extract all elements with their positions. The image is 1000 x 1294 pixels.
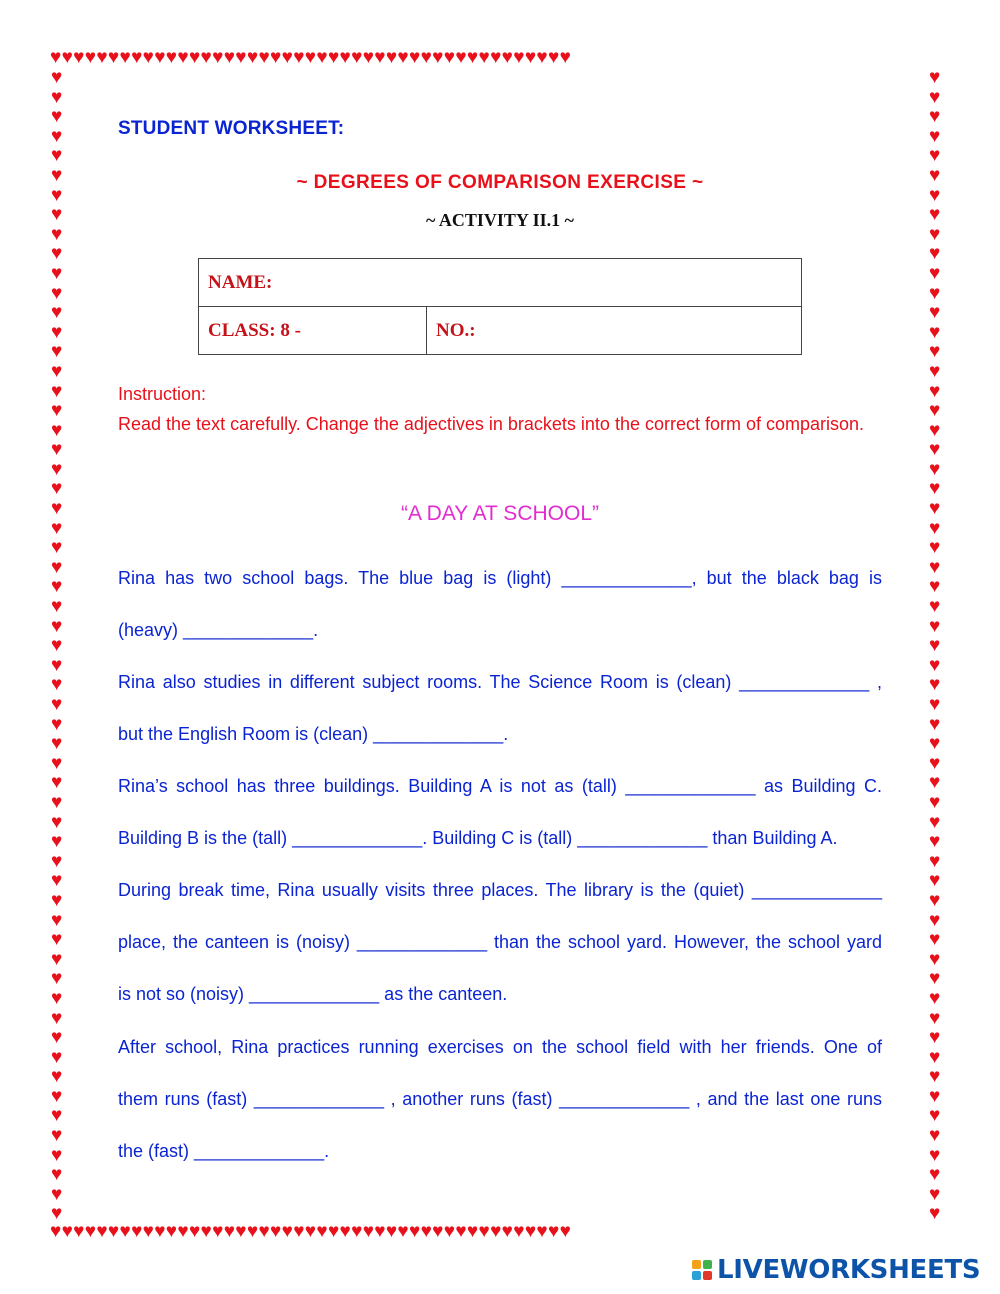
story-line[interactable]: but the English Room is (clean) _____________. bbox=[118, 724, 509, 744]
story-line[interactable]: Rina has two school bags. The blue bag is (light) _____________, but the black bag is bbox=[118, 568, 882, 588]
story-line[interactable]: After school, Rina practices running exercises on the school field with her friends. One of bbox=[118, 1037, 882, 1057]
logo-text: LIVEWORKSHEETS bbox=[717, 1255, 981, 1285]
logo-grid-icon bbox=[692, 1260, 712, 1280]
story-line[interactable]: Rina’s school has three buildings. Building A is not as (tall) _____________ as Building C. bbox=[118, 776, 882, 796]
liveworksheets-logo[interactable] bbox=[692, 1256, 980, 1284]
student-info-table bbox=[198, 258, 802, 355]
story-line[interactable]: the (fast) _____________. bbox=[118, 1141, 330, 1161]
page-title: ~ DEGREES OF COMPARISON EXERCISE ~ bbox=[296, 172, 704, 193]
worksheet-label: STUDENT WORKSHEET: bbox=[118, 118, 345, 139]
heart-border-top: ♥♥♥♥♥♥♥♥♥♥♥♥♥♥♥♥♥♥♥♥♥♥♥♥♥♥♥♥♥♥♥♥♥♥♥♥♥♥♥♥♥♥♥♥♥ bbox=[50, 48, 572, 68]
heart-border-right: ♥ ♥ ♥ ♥ ♥ ♥ ♥ ♥ ♥ ♥ ♥ ♥ ♥ ♥ ♥ ♥ ♥ ♥ ♥ ♥ ♥ ♥ ♥ ♥ ♥ ♥ ♥ ♥ ♥ ♥ ♥ ♥ ♥ ♥ ♥ ♥ ♥ ♥ ♥ ♥ ♥ ♥ ♥ ♥ ♥ ♥ ♥ ♥ ♥ ♥ ♥ ♥ ♥ ♥ ♥ ♥ ♥ ♥ ♥ bbox=[929, 68, 941, 1224]
story-line[interactable]: Rina also studies in different subject rooms. The Science Room is (clean) _____________ , bbox=[118, 672, 882, 692]
story-line[interactable]: them runs (fast) _____________ , another runs (fast) _____________ , and the last one runs bbox=[118, 1089, 882, 1109]
instruction-label: Instruction: bbox=[118, 384, 207, 404]
activity-label: ~ ACTIVITY II.1 ~ bbox=[425, 210, 575, 230]
story-line[interactable]: place, the canteen is (noisy) _____________ than the school yard. However, the school yard bbox=[118, 932, 882, 952]
name-field[interactable]: NAME: bbox=[199, 259, 802, 307]
heart-border-bottom: ♥♥♥♥♥♥♥♥♥♥♥♥♥♥♥♥♥♥♥♥♥♥♥♥♥♥♥♥♥♥♥♥♥♥♥♥♥♥♥♥♥♥♥♥♥ bbox=[50, 1222, 572, 1242]
story-title: “A DAY AT SCHOOL” bbox=[400, 502, 599, 525]
story-line[interactable]: Building B is the (tall) _____________. Building C is (tall) _____________ than Building A. bbox=[118, 828, 838, 848]
instruction-text: Read the text carefully. Change the adjectives in brackets into the correct form of comparison. bbox=[118, 414, 865, 434]
number-field[interactable]: NO.: bbox=[427, 307, 802, 355]
heart-border-left: ♥ ♥ ♥ ♥ ♥ ♥ ♥ ♥ ♥ ♥ ♥ ♥ ♥ ♥ ♥ ♥ ♥ ♥ ♥ ♥ ♥ ♥ ♥ ♥ ♥ ♥ ♥ ♥ ♥ ♥ ♥ ♥ ♥ ♥ ♥ ♥ ♥ ♥ ♥ ♥ ♥ ♥ ♥ ♥ ♥ ♥ ♥ ♥ ♥ ♥ ♥ ♥ ♥ ♥ ♥ ♥ ♥ ♥ ♥ bbox=[51, 68, 63, 1224]
class-field[interactable]: CLASS: 8 - bbox=[199, 307, 427, 355]
story-line[interactable]: During break time, Rina usually visits three places. The library is the (quiet) _____________ bbox=[118, 880, 882, 900]
story-line[interactable]: is not so (noisy) _____________ as the canteen. bbox=[118, 984, 508, 1004]
story-line[interactable]: (heavy) _____________. bbox=[118, 620, 319, 640]
